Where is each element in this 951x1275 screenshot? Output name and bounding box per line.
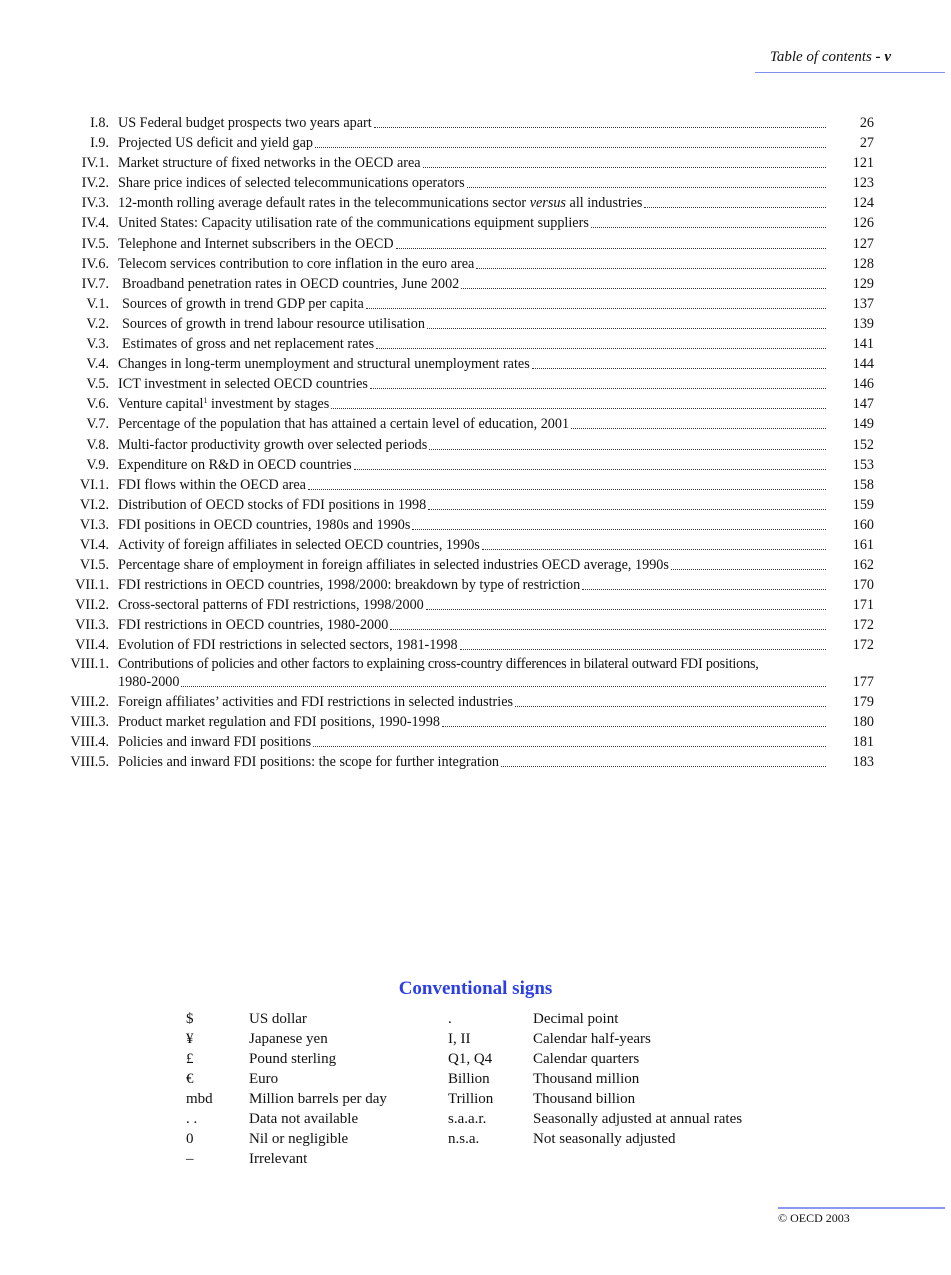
sign-row xyxy=(0,1129,945,1149)
toc-entry-page: 170 xyxy=(852,577,874,594)
toc-entry-title: US Federal budget prospects two years apart xyxy=(118,115,372,131)
sign-symbol: I, II xyxy=(448,1031,471,1047)
toc-entry-number: IV.7. xyxy=(81,275,109,292)
toc-entry-page: 149 xyxy=(852,416,874,433)
toc-entry-page: 153 xyxy=(852,456,874,473)
toc-entry[interactable] xyxy=(0,354,945,374)
sign-meaning: Euro xyxy=(249,1071,279,1087)
dot-leader xyxy=(467,173,826,188)
toc-entry[interactable] xyxy=(0,615,945,635)
header-section: Table of contents xyxy=(769,49,872,65)
toc-entry[interactable] xyxy=(0,712,945,732)
toc-entry-number: IV.5. xyxy=(81,235,109,252)
toc-entry-page: 121 xyxy=(852,155,874,172)
toc-entry-page: 144 xyxy=(852,356,874,373)
toc-entry-page: 179 xyxy=(852,693,874,710)
toc-entry-title: Policies and inward FDI positions xyxy=(118,733,312,750)
toc-entry-number: V.1. xyxy=(86,295,109,312)
toc-entry-title-line2: 1980-2000 xyxy=(118,673,180,690)
toc-entry-title: Share price indices of selected telecommunications operators xyxy=(118,175,465,192)
toc-entry-number: IV.6. xyxy=(81,255,109,272)
toc-entry-page: 27 xyxy=(859,135,874,152)
dot-leader xyxy=(308,475,826,490)
toc-entry-title: Estimates of gross and net replacement rates xyxy=(122,336,375,353)
sign-row xyxy=(0,1149,945,1169)
sign-meaning: Thousand billion xyxy=(533,1091,636,1107)
sign-row xyxy=(0,1109,945,1129)
toc-entry[interactable] xyxy=(0,656,945,692)
toc-entry-number: VI.5. xyxy=(79,557,109,574)
toc-entry-page: 177 xyxy=(852,673,874,690)
toc-entry-title: Policies and inward FDI positions: the scope for further integration xyxy=(118,753,500,770)
toc-entry[interactable] xyxy=(0,374,945,394)
sign-symbol: 0 xyxy=(186,1131,194,1147)
sign-symbol: Billion xyxy=(448,1071,490,1087)
toc-entry-number: V.8. xyxy=(86,436,109,453)
title-part: 12-month rolling average default rates in the telecommunications sector xyxy=(118,195,530,212)
toc-entry-page: 128 xyxy=(852,255,874,272)
title-part: Venture capital xyxy=(118,396,204,413)
sign-meaning: Calendar quarters xyxy=(533,1051,640,1067)
toc-entry[interactable] xyxy=(0,294,945,314)
sign-row xyxy=(0,1029,945,1049)
toc-entry-number: V.2. xyxy=(86,315,109,332)
toc-entry-page: 127 xyxy=(852,235,874,252)
toc-entry[interactable] xyxy=(0,414,945,434)
toc-entry-title: Evolution of FDI restrictions in selected sectors, 1981-1998 xyxy=(118,637,458,654)
sign-meaning: Japanese yen xyxy=(249,1031,328,1047)
toc-entry-number: VIII.3. xyxy=(70,713,109,730)
sign-meaning: Million barrels per day xyxy=(249,1091,387,1107)
sign-symbol: Q1, Q4 xyxy=(448,1051,493,1067)
toc-entry-number: V.9. xyxy=(86,456,109,473)
toc-entry-number: VI.3. xyxy=(79,516,109,533)
dot-leader xyxy=(461,274,826,289)
toc-entry-number: VII.4. xyxy=(75,637,109,654)
dot-leader xyxy=(671,555,826,570)
toc-entry-title: Activity of foreign affiliates in selected OECD countries, 1990s xyxy=(118,536,480,553)
toc-entry-page: 139 xyxy=(852,315,874,332)
toc-entry[interactable] xyxy=(0,234,945,254)
dot-leader xyxy=(426,595,826,610)
dot-leader xyxy=(354,455,826,470)
toc-entry-page: 180 xyxy=(852,713,874,730)
sign-symbol: . xyxy=(448,1011,452,1027)
toc-entry-title: Sources of growth in trend GDP per capita xyxy=(122,295,364,312)
toc-entry-page: 123 xyxy=(852,175,874,192)
toc-entry-title: Cross-sectoral patterns of FDI restrictions, 1998/2000 xyxy=(118,597,424,614)
sign-symbol: n.s.a. xyxy=(448,1131,480,1147)
dot-leader xyxy=(532,354,826,369)
toc-entry[interactable] xyxy=(0,334,945,354)
sign-row xyxy=(0,1009,945,1029)
dot-leader xyxy=(370,374,826,389)
toc-entry-title: Foreign affiliates’ activities and FDI restrictions in selected industries xyxy=(118,693,514,710)
toc-entry-number: VIII.4. xyxy=(70,733,109,750)
toc-entry-number: VII.3. xyxy=(75,617,109,634)
toc-entry-number: VIII.1. xyxy=(70,655,109,672)
dot-leader xyxy=(428,495,826,510)
toc-entry-number: I.8. xyxy=(90,115,109,131)
sign-symbol: mbd xyxy=(186,1091,213,1107)
toc-entry-number: V.3. xyxy=(86,336,109,353)
toc-entry-number: VI.2. xyxy=(79,496,109,513)
toc-entry-title: FDI restrictions in OECD countries, 1998/2000: breakdown by type of restriction xyxy=(118,577,581,594)
toc-entry[interactable] xyxy=(0,595,945,615)
sign-meaning: Decimal point xyxy=(533,1011,619,1027)
toc-entry[interactable] xyxy=(0,635,945,655)
sign-symbol: $ xyxy=(186,1011,194,1027)
header-separator: - xyxy=(871,49,885,65)
toc-entry-page: 141 xyxy=(852,336,874,353)
sign-symbol: s.a.a.r. xyxy=(448,1111,487,1127)
table-of-contents xyxy=(0,113,945,772)
toc-entry-page: 161 xyxy=(852,536,874,553)
toc-entry-title xyxy=(118,394,329,414)
dot-leader xyxy=(374,113,826,128)
dot-leader xyxy=(582,575,826,590)
header-title xyxy=(770,49,891,66)
conventional-signs-table xyxy=(0,1009,945,1169)
sign-meaning: US dollar xyxy=(249,1011,307,1027)
dot-leader xyxy=(571,414,826,429)
footnote-marker: 1 xyxy=(203,396,208,406)
toc-entry-title: Percentage of the population that has attained a certain level of education, 2001 xyxy=(118,416,570,433)
toc-entry[interactable] xyxy=(0,113,945,133)
sign-symbol: £ xyxy=(186,1051,194,1067)
dot-leader xyxy=(376,334,826,349)
sign-meaning: Calendar half-years xyxy=(533,1031,651,1047)
sign-row xyxy=(0,1049,945,1069)
dot-leader xyxy=(482,535,826,550)
toc-entry-page: 158 xyxy=(852,476,874,493)
toc-entry-number: VII.2. xyxy=(75,597,109,614)
toc-entry[interactable] xyxy=(0,732,945,752)
toc-entry-page: 137 xyxy=(852,295,874,312)
title-part: all industries xyxy=(565,195,643,212)
toc-entry-number: IV.4. xyxy=(81,215,109,232)
toc-entry-title: Product market regulation and FDI positions, 1990-1998 xyxy=(118,713,440,730)
toc-entry-page: 183 xyxy=(852,753,874,770)
toc-entry-page: 172 xyxy=(852,637,874,654)
sign-symbol: – xyxy=(186,1151,194,1167)
header-page-number: v xyxy=(884,49,891,65)
toc-entry-page: 181 xyxy=(852,733,874,750)
toc-entry-title: Sources of growth in trend labour resource utilisation xyxy=(122,315,425,332)
toc-entry-page: 171 xyxy=(852,597,874,614)
toc-entry-number: VI.1. xyxy=(79,476,109,493)
title-italic: versus xyxy=(529,195,566,212)
toc-entry[interactable] xyxy=(0,394,945,414)
toc-entry-number: IV.1. xyxy=(81,155,109,172)
toc-entry[interactable] xyxy=(0,575,945,595)
sign-symbol: Trillion xyxy=(448,1091,494,1107)
toc-entry-title: Changes in long-term unemployment and structural unemployment rates xyxy=(118,356,530,373)
toc-entry[interactable] xyxy=(0,274,945,294)
toc-entry-title: Expenditure on R&D in OECD countries xyxy=(118,456,352,473)
toc-entry-title: Distribution of OECD stocks of FDI positions in 1998 xyxy=(118,496,427,513)
dot-leader xyxy=(429,435,826,450)
dot-leader xyxy=(442,712,826,727)
toc-entry-title: Telephone and Internet subscribers in the OECD xyxy=(118,235,394,252)
toc-entry-title: Market structure of fixed networks in the OECD area xyxy=(118,155,421,172)
toc-entry-page: 152 xyxy=(852,436,874,453)
toc-entry-title: FDI restrictions in OECD countries, 1980-2000 xyxy=(118,617,389,634)
toc-entry-page: 172 xyxy=(852,617,874,634)
toc-entry-number: V.6. xyxy=(86,396,109,413)
toc-entry-page: 147 xyxy=(852,396,874,413)
dot-leader xyxy=(315,133,826,148)
toc-entry[interactable] xyxy=(0,153,945,173)
toc-entry[interactable] xyxy=(0,535,945,555)
toc-entry-page: 126 xyxy=(852,215,874,232)
dot-leader xyxy=(396,234,826,249)
toc-entry[interactable] xyxy=(0,515,945,535)
dot-leader xyxy=(423,153,826,168)
dot-leader xyxy=(313,732,826,747)
sign-row xyxy=(0,1069,945,1089)
toc-entry[interactable] xyxy=(0,435,945,455)
toc-entry-page: 146 xyxy=(852,376,874,393)
toc-entry[interactable] xyxy=(0,254,945,274)
dot-leader xyxy=(460,635,826,650)
toc-entry-number: V.7. xyxy=(86,416,109,433)
sign-meaning: Not seasonally adjusted xyxy=(533,1131,676,1147)
sign-row xyxy=(0,1089,945,1109)
toc-entry-number: I.9. xyxy=(90,135,109,152)
title-part: investment by stages xyxy=(207,396,330,413)
sign-symbol: € xyxy=(186,1071,194,1087)
toc-entry[interactable] xyxy=(0,555,945,575)
toc-entry-number: V.4. xyxy=(86,356,109,373)
toc-entry-title: ICT investment in selected OECD countries xyxy=(118,376,368,393)
dot-leader xyxy=(591,213,826,228)
toc-entry-number: VIII.5. xyxy=(70,753,109,770)
sign-meaning: Pound sterling xyxy=(249,1051,337,1067)
toc-entry-title: Broadband penetration rates in OECD countries, June 2002 xyxy=(122,275,460,292)
toc-entry-page: 124 xyxy=(852,195,874,212)
dot-leader xyxy=(501,752,826,767)
toc-entry-page: 160 xyxy=(852,516,874,533)
toc-entry[interactable] xyxy=(0,193,945,213)
toc-entry[interactable] xyxy=(0,475,945,495)
dot-leader xyxy=(427,314,826,329)
dot-leader xyxy=(644,193,826,208)
toc-entry[interactable] xyxy=(0,495,945,515)
dot-leader xyxy=(515,692,826,707)
toc-entry-title: Telecom services contribution to core inflation in the euro area xyxy=(118,255,475,272)
toc-entry-title: FDI positions in OECD countries, 1980s and 1990s xyxy=(118,516,411,533)
toc-entry-page: 129 xyxy=(852,275,874,292)
dot-leader xyxy=(181,672,826,687)
dot-leader xyxy=(331,394,826,409)
toc-entry-number: VII.1. xyxy=(75,577,109,594)
running-header xyxy=(755,48,945,73)
toc-entry-number: IV.2. xyxy=(81,175,109,192)
conventional-signs-title: Conventional signs xyxy=(398,978,553,999)
toc-entry-title xyxy=(118,193,642,213)
toc-entry-title: FDI flows within the OECD area xyxy=(118,476,306,493)
sign-meaning: Data not available xyxy=(249,1111,359,1127)
toc-entry[interactable] xyxy=(0,173,945,193)
toc-entry-number: VI.4. xyxy=(79,536,109,553)
dot-leader xyxy=(476,254,826,269)
toc-entry[interactable] xyxy=(0,455,945,475)
footer-rule xyxy=(778,1207,945,1209)
toc-entry-page: 159 xyxy=(852,496,874,513)
toc-entry-title-line1: Contributions of policies and other factors to explaining cross-country differences in bilateral outward FDI positions, xyxy=(118,655,759,672)
dot-leader xyxy=(366,294,826,309)
toc-entry-title: Multi-factor productivity growth over selected periods xyxy=(118,436,428,453)
toc-entry-title: Percentage share of employment in foreign affiliates in selected industries OECD average, 1990s xyxy=(118,557,669,574)
dot-leader xyxy=(390,615,826,630)
dot-leader xyxy=(412,515,826,530)
toc-entry[interactable] xyxy=(0,213,945,233)
toc-entry[interactable] xyxy=(0,133,945,153)
toc-entry-number: V.5. xyxy=(86,376,109,393)
toc-entry-number: IV.3. xyxy=(81,195,109,212)
footer-copyright: © OECD 2003 xyxy=(778,1211,850,1225)
toc-entry-number: VIII.2. xyxy=(70,693,109,710)
toc-entry[interactable] xyxy=(0,692,945,712)
sign-symbol: ¥ xyxy=(186,1031,194,1047)
toc-entry-page: 26 xyxy=(859,115,874,131)
sign-meaning: Seasonally adjusted at annual rates xyxy=(533,1111,743,1127)
toc-entry[interactable] xyxy=(0,752,945,772)
toc-entry-page: 162 xyxy=(852,557,874,574)
toc-entry-title: United States: Capacity utilisation rate of the communications equipment suppliers xyxy=(118,215,589,232)
sign-meaning: Thousand million xyxy=(533,1071,640,1087)
toc-entry-title: Projected US deficit and yield gap xyxy=(118,135,314,152)
toc-entry[interactable] xyxy=(0,314,945,334)
sign-meaning: Nil or negligible xyxy=(249,1131,349,1147)
sign-meaning: Irrelevant xyxy=(249,1151,308,1167)
sign-symbol: . . xyxy=(186,1111,198,1127)
